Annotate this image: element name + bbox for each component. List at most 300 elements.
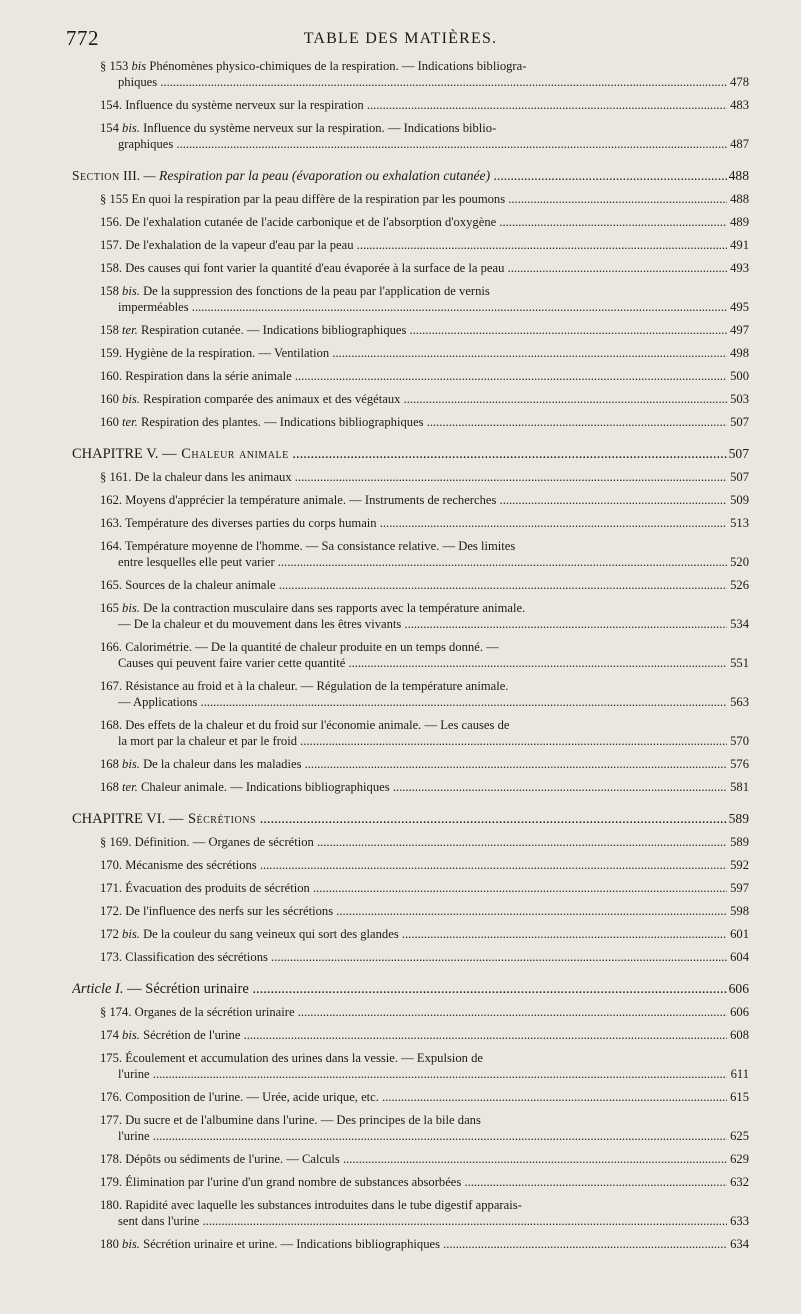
section-title <box>72 167 727 185</box>
section-heading[interactable] <box>0 167 801 185</box>
entry-lead <box>100 97 727 113</box>
entry-text: Élimination par l'urine d'un grand nombre de substances absorbées <box>125 1175 462 1189</box>
entry-page: 483 <box>727 97 749 113</box>
entry-page: 520 <box>727 554 749 570</box>
entry-number: 158. <box>100 261 123 275</box>
spacer <box>0 361 801 368</box>
entry-number: 163. <box>100 516 123 530</box>
entry-lead <box>100 1027 727 1043</box>
entry-lead <box>100 120 496 136</box>
entry-page: 606 <box>727 1004 749 1020</box>
chapter-title: — Chaleur animale <box>162 446 289 462</box>
entry-lead <box>100 260 727 276</box>
spacer <box>0 570 801 577</box>
entry-lead <box>100 756 727 772</box>
entry-suffix: ter. <box>122 780 138 794</box>
entry-text: De la chaleur dans les animaux <box>134 470 292 484</box>
entry-text: Rapidité avec laquelle les substances introduites dans le tube digestif apparais- <box>125 1198 522 1212</box>
page-number: 772 <box>66 26 99 50</box>
toc-entry[interactable] <box>0 903 801 919</box>
chapter-label: CHAPITRE V. <box>72 446 159 462</box>
chapter-heading[interactable] <box>0 810 801 828</box>
toc-entry[interactable] <box>0 756 801 772</box>
spacer <box>0 1167 801 1174</box>
entry-text: Évacuation des produits de sécrétion <box>125 881 310 895</box>
entry-number: 165 <box>100 601 119 615</box>
toc-entry[interactable] <box>0 237 801 253</box>
entry-lead <box>100 1151 727 1167</box>
entry-suffix: bis. <box>122 757 140 771</box>
entry-number: 180. <box>100 1198 123 1212</box>
entry-continuation <box>118 1213 727 1229</box>
entry-last-line <box>0 733 801 749</box>
spacer <box>0 437 801 445</box>
chapter-title <box>72 445 727 463</box>
entry-last-line <box>0 299 801 315</box>
toc-entry[interactable] <box>0 1050 801 1082</box>
spacer <box>0 1144 801 1151</box>
spacer <box>0 802 801 810</box>
toc-entry[interactable] <box>0 120 801 152</box>
toc-entry[interactable] <box>0 949 801 965</box>
chapter-title: — Sécrétions <box>168 811 257 827</box>
continuation-text: Causes qui peuvent faire varier cette quantité <box>118 656 346 670</box>
entry-first-line <box>0 1112 801 1128</box>
entry-continuation <box>118 655 727 671</box>
entry-number: 154 <box>100 121 119 135</box>
entry-suffix: ter. <box>122 415 138 429</box>
spacer <box>0 407 801 414</box>
toc-entry[interactable] <box>0 322 801 338</box>
spacer <box>0 873 801 880</box>
entry-last-line <box>0 74 801 90</box>
entry-page: 576 <box>727 756 749 772</box>
spacer <box>0 749 801 756</box>
spacer <box>0 772 801 779</box>
entry-lead <box>100 779 727 795</box>
entry-number: 162. <box>100 493 123 507</box>
spacer <box>0 1043 801 1050</box>
toc-entry[interactable] <box>0 1151 801 1167</box>
toc-entry[interactable] <box>0 58 801 90</box>
entry-lead <box>100 1197 522 1213</box>
toc-entry[interactable] <box>0 191 801 207</box>
entry-text: Phénomènes physico-chimiques de la respiration. — Indications bibliogra- <box>149 59 527 73</box>
entry-page: 513 <box>727 515 749 531</box>
entry-page: 570 <box>727 733 749 749</box>
continuation-text: l'urine <box>118 1067 150 1081</box>
section-text: — Respiration par la peau (évaporation ou exhalation cutanée) <box>143 168 491 183</box>
spacer <box>0 1082 801 1089</box>
toc-entry[interactable] <box>0 260 801 276</box>
entry-number: 160 <box>100 415 119 429</box>
entry-page: 498 <box>727 345 749 361</box>
entry-page: 488 <box>727 191 749 207</box>
continuation-text: — Applications <box>118 695 198 709</box>
entry-page: 526 <box>727 577 749 593</box>
toc-entry[interactable] <box>0 391 801 407</box>
toc-entry[interactable] <box>0 1174 801 1190</box>
spacer <box>0 942 801 949</box>
continuation-text: — De la chaleur et du mouvement dans les êtres vivants <box>118 617 402 631</box>
spacer <box>0 338 801 345</box>
spacer <box>0 508 801 515</box>
entry-lead <box>100 515 727 531</box>
continuation-text: graphiques <box>118 137 174 151</box>
section-page: 488 <box>728 168 749 183</box>
entry-lead <box>100 1089 727 1105</box>
entry-text: Hygiène de la respiration. — Ventilation <box>125 346 330 360</box>
toc-entry[interactable] <box>0 214 801 230</box>
entry-last-line <box>0 1213 801 1229</box>
spacer <box>0 896 801 903</box>
entry-suffix: bis <box>131 59 147 73</box>
entry-first-line <box>0 678 801 694</box>
entry-lead <box>100 949 727 965</box>
entry-number: 164. <box>100 539 123 553</box>
toc-entry[interactable] <box>0 926 801 942</box>
entry-text: Définition. — Organes de sécrétion <box>134 835 314 849</box>
entry-first-line <box>0 639 801 655</box>
entry-lead <box>100 857 727 873</box>
entry-first-line <box>0 120 801 136</box>
entry-page: 634 <box>727 1236 749 1252</box>
spacer <box>0 230 801 237</box>
spacer <box>0 671 801 678</box>
entry-number: 179. <box>100 1175 123 1189</box>
entry-last-line <box>0 1128 801 1144</box>
entry-page: 507 <box>727 414 749 430</box>
entry-lead <box>100 368 727 384</box>
entry-page: 489 <box>727 214 749 230</box>
entry-continuation <box>118 694 727 710</box>
entry-text: Classification des sécrétions <box>125 950 268 964</box>
entry-first-line <box>0 600 801 616</box>
entry-text: Du sucre et de l'albumine dans l'urine. — Des principes de la bile dans <box>125 1113 481 1127</box>
entry-page: 608 <box>727 1027 749 1043</box>
continuation-text: la mort par la chaleur et par le froid <box>118 734 298 748</box>
spacer <box>0 430 801 437</box>
entry-text: De la couleur du sang veineux qui sort des glandes <box>143 927 399 941</box>
entry-page: 478 <box>727 74 749 90</box>
entry-page: 601 <box>727 926 749 942</box>
entry-lead <box>100 391 727 407</box>
entry-first-line <box>0 538 801 554</box>
entry-text: Respiration cutanée. — Indications bibliographiques <box>140 323 407 337</box>
entry-number: § 155 <box>100 192 129 206</box>
entry-last-line <box>0 655 801 671</box>
spacer <box>0 1190 801 1197</box>
entry-number: 157. <box>100 238 123 252</box>
entry-lead <box>100 1236 727 1252</box>
entry-first-line <box>0 1050 801 1066</box>
entry-number: § 161. <box>100 470 132 484</box>
toc-entry[interactable] <box>0 345 801 361</box>
spacer <box>0 207 801 214</box>
entry-text: Influence du système nerveux sur la respiration. — Indications biblio- <box>143 121 497 135</box>
table-of-contents <box>0 58 801 1259</box>
entry-text: Température moyenne de l'homme. — Sa consistance relative. — Des limites <box>124 539 516 553</box>
entry-continuation <box>118 733 727 749</box>
entry-text: Chaleur animale. — Indications bibliographiques <box>140 780 390 794</box>
entry-first-line <box>0 283 801 299</box>
chapter-page: 507 <box>728 446 749 461</box>
toc-entry[interactable] <box>0 1112 801 1144</box>
toc-entry[interactable] <box>0 283 801 315</box>
chapter-page: 589 <box>728 811 749 826</box>
entry-lead <box>100 414 727 430</box>
entry-text: Calorimétrie. — De la quantité de chaleur produite en un temps donné. — <box>125 640 499 654</box>
spacer <box>0 795 801 802</box>
chapter-heading[interactable] <box>0 445 801 463</box>
entry-number: § 169. <box>100 835 132 849</box>
entry-last-line <box>0 136 801 152</box>
continuation-text: l'urine <box>118 1129 150 1143</box>
entry-text: De la chaleur dans les maladies <box>143 757 302 771</box>
entry-page: 497 <box>727 322 749 338</box>
entry-number: 158 <box>100 323 119 337</box>
toc-entry[interactable] <box>0 577 801 593</box>
spacer <box>0 531 801 538</box>
entry-text: De l'influence des nerfs sur les sécrétions <box>125 904 334 918</box>
entry-lead <box>100 926 727 942</box>
entry-text: Respiration des plantes. — Indications bibliographiques <box>140 415 424 429</box>
entry-page: 507 <box>727 469 749 485</box>
entry-page: 563 <box>727 694 749 710</box>
section-number: III. <box>123 168 141 183</box>
entry-lead <box>100 577 727 593</box>
entry-number: 165. <box>100 578 123 592</box>
spacer <box>0 1252 801 1259</box>
spacer <box>0 159 801 167</box>
running-title: TABLE DES MATIÈRES. <box>303 30 498 47</box>
spacer <box>0 1020 801 1027</box>
entry-text: De l'exhalation de la vapeur d'eau par la peau <box>125 238 354 252</box>
entry-number: 168 <box>100 757 119 771</box>
entry-number: 170. <box>100 858 123 872</box>
entry-lead <box>100 1174 727 1190</box>
spacer <box>0 1105 801 1112</box>
entry-text: Écoulement et accumulation des urines dans la vessie. — Expulsion de <box>125 1051 483 1065</box>
entry-lead <box>100 492 727 508</box>
entry-page: 503 <box>727 391 749 407</box>
entry-text: Sources de la chaleur animale <box>125 578 276 592</box>
entry-text: En quoi la respiration par la peau diffère de la respiration par les poumons <box>131 192 506 206</box>
toc-entry[interactable] <box>0 639 801 671</box>
entry-lead <box>100 1050 483 1066</box>
entry-continuation <box>118 74 727 90</box>
entry-continuation <box>118 1128 727 1144</box>
toc-entry[interactable] <box>0 857 801 873</box>
entry-page: 495 <box>727 299 749 315</box>
toc-entry[interactable] <box>0 1004 801 1020</box>
entry-number: 175. <box>100 1051 123 1065</box>
continuation-text: entre lesquelles elle peut varier <box>118 555 275 569</box>
toc-entry[interactable] <box>0 414 801 430</box>
entry-first-line <box>0 1197 801 1213</box>
toc-entry[interactable] <box>0 1197 801 1229</box>
entry-text: Sécrétion de l'urine <box>143 1028 241 1042</box>
entry-continuation <box>118 136 727 152</box>
toc-entry[interactable] <box>0 1027 801 1043</box>
spacer <box>0 710 801 717</box>
toc-entry[interactable] <box>0 834 801 850</box>
entry-suffix: bis. <box>122 392 140 406</box>
entry-text: Résistance au froid et à la chaleur. — Régulation de la température animale. <box>125 679 509 693</box>
entry-suffix: bis. <box>122 121 140 135</box>
entry-text: Sécrétion urinaire et urine. — Indications bibliographiques <box>143 1237 440 1251</box>
chapter-label: CHAPITRE VI. <box>72 811 166 827</box>
toc-entry[interactable] <box>0 97 801 113</box>
entry-text: Organes de la sécrétion urinaire <box>134 1005 295 1019</box>
entry-continuation <box>118 554 727 570</box>
spacer <box>0 113 801 120</box>
entry-number: 166. <box>100 640 123 654</box>
entry-number: 154. <box>100 98 123 112</box>
entry-page: 509 <box>727 492 749 508</box>
entry-last-line <box>0 1066 801 1082</box>
entry-number: 168 <box>100 780 119 794</box>
entry-number: § 174. <box>100 1005 132 1019</box>
entry-page: 534 <box>727 616 749 632</box>
entry-page: 589 <box>727 834 749 850</box>
spacer <box>0 384 801 391</box>
entry-page: 633 <box>727 1213 749 1229</box>
entry-lead <box>100 322 727 338</box>
entry-suffix: bis. <box>122 1028 140 1042</box>
entry-suffix: bis. <box>122 284 140 298</box>
entry-text: De la contraction musculaire dans ses rapports avec la température animale. <box>143 601 526 615</box>
toc-entry[interactable] <box>0 600 801 632</box>
toc-entry[interactable] <box>0 678 801 710</box>
entry-number: 173. <box>100 950 123 964</box>
entry-first-line <box>0 58 801 74</box>
page-header <box>0 26 801 54</box>
toc-entry[interactable] <box>0 515 801 531</box>
entry-lead <box>100 678 508 694</box>
toc-entry[interactable] <box>0 368 801 384</box>
spacer <box>0 972 801 980</box>
entry-number: 178. <box>100 1152 123 1166</box>
toc-entry[interactable] <box>0 492 801 508</box>
article-title: — Sécrétion urinaire <box>127 981 249 997</box>
entry-lead <box>100 880 727 896</box>
entry-lead <box>100 834 727 850</box>
entry-number: § 153 <box>100 59 129 73</box>
toc-entry[interactable] <box>0 538 801 570</box>
entry-number: 168. <box>100 718 123 732</box>
entry-page: 615 <box>727 1089 749 1105</box>
entry-text: Respiration comparée des animaux et des végétaux <box>143 392 401 406</box>
entry-text: Dépôts ou sédiments de l'urine. — Calculs <box>125 1152 340 1166</box>
article-label: Article I. <box>72 981 124 997</box>
spacer <box>0 965 801 972</box>
entry-suffix: bis. <box>122 1237 140 1251</box>
entry-page: 500 <box>727 368 749 384</box>
entry-lead <box>100 237 727 253</box>
entry-text: Influence du système nerveux sur la respiration <box>125 98 364 112</box>
entry-lead <box>100 1112 481 1128</box>
entry-text: De la suppression des fonctions de la peau par l'application de vernis <box>143 284 490 298</box>
entry-text: Composition de l'urine. — Urée, acide urique, etc. <box>125 1090 379 1104</box>
entry-lead <box>100 600 525 616</box>
entry-lead <box>100 639 499 655</box>
entry-lead <box>100 903 727 919</box>
entry-lead <box>100 214 727 230</box>
entry-lead <box>100 1004 727 1020</box>
entry-number: 167. <box>100 679 123 693</box>
entry-text: De l'exhalation cutanée de l'acide carbonique et de l'absorption d'oxygène <box>125 215 497 229</box>
entry-number: 180 <box>100 1237 119 1251</box>
toc-entry[interactable] <box>0 469 801 485</box>
entry-number: 156. <box>100 215 123 229</box>
entry-first-line <box>0 717 801 733</box>
entry-lead <box>100 191 727 207</box>
spacer <box>0 152 801 159</box>
spacer <box>0 632 801 639</box>
entry-page: 611 <box>727 1066 749 1082</box>
entry-suffix: ter. <box>122 323 138 337</box>
entry-page: 597 <box>727 880 749 896</box>
entry-lead <box>100 345 727 361</box>
entry-page: 598 <box>727 903 749 919</box>
entry-page: 487 <box>727 136 749 152</box>
toc-entry[interactable] <box>0 1236 801 1252</box>
spacer <box>0 253 801 260</box>
chapter-title <box>72 810 727 828</box>
entry-page: 592 <box>727 857 749 873</box>
entry-page: 629 <box>727 1151 749 1167</box>
article-title <box>72 980 727 998</box>
entry-page: 604 <box>727 949 749 965</box>
entry-lead <box>100 283 490 299</box>
entry-text: Respiration dans la série animale <box>125 369 292 383</box>
entry-number: 176. <box>100 1090 123 1104</box>
entry-text: Des effets de la chaleur et du froid sur l'économie animale. — Les causes de <box>125 718 510 732</box>
toc-entry[interactable] <box>0 1089 801 1105</box>
entry-lead <box>100 538 515 554</box>
spacer <box>0 276 801 283</box>
entry-page: 625 <box>727 1128 749 1144</box>
entry-page: 581 <box>727 779 749 795</box>
entry-lead <box>100 469 727 485</box>
entry-page: 491 <box>727 237 749 253</box>
entry-number: 172. <box>100 904 123 918</box>
toc-entry[interactable] <box>0 717 801 749</box>
continuation-text: phiques <box>118 75 158 89</box>
entry-last-line <box>0 554 801 570</box>
toc-entry[interactable] <box>0 779 801 795</box>
entry-continuation <box>118 616 727 632</box>
entry-number: 160 <box>100 392 119 406</box>
spacer <box>0 919 801 926</box>
article-page: 606 <box>728 981 749 996</box>
entry-number: 158 <box>100 284 119 298</box>
continuation-text: imperméables <box>118 300 189 314</box>
entry-number: 172 <box>100 927 119 941</box>
toc-entry[interactable] <box>0 880 801 896</box>
article-heading[interactable] <box>0 980 801 998</box>
continuation-text: sent dans l'urine <box>118 1214 200 1228</box>
spacer <box>0 1229 801 1236</box>
entry-page: 551 <box>727 655 749 671</box>
section-label: Section <box>72 168 120 183</box>
spacer <box>0 485 801 492</box>
entry-page: 632 <box>727 1174 749 1190</box>
spacer <box>0 90 801 97</box>
spacer <box>0 850 801 857</box>
entry-text: Mécanisme des sécrétions <box>125 858 257 872</box>
